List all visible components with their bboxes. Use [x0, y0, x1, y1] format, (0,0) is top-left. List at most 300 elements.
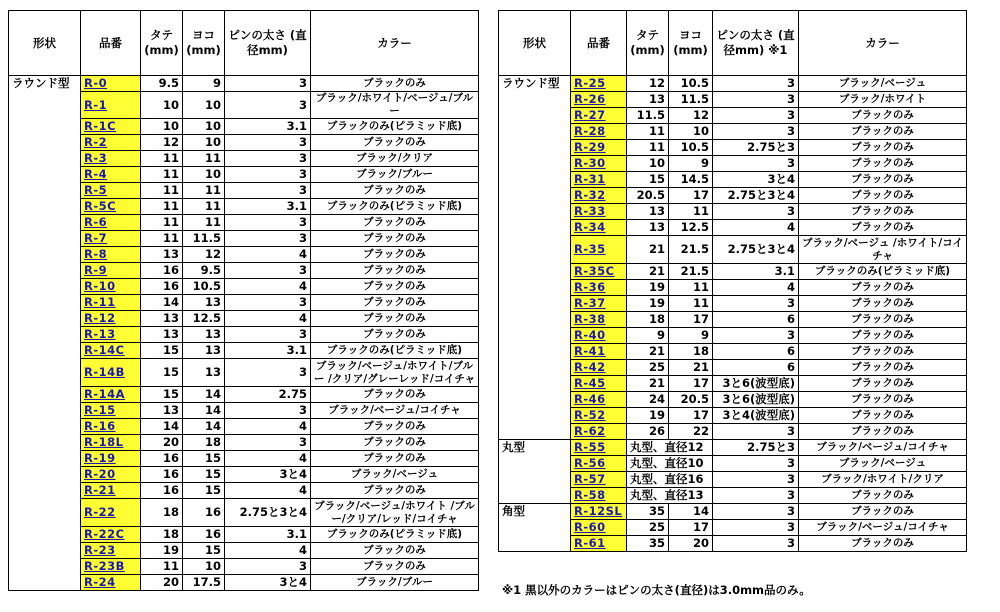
height-cell: 20.5	[627, 188, 669, 204]
height-cell: 21	[627, 376, 669, 392]
table-row	[9, 527, 479, 543]
color-cell: ブラックのみ	[311, 327, 479, 343]
product-code-link[interactable]: R-55	[571, 440, 627, 456]
table-row	[499, 156, 967, 172]
pin-diameter-cell: 3	[225, 231, 311, 247]
width-cell: 11.5	[669, 92, 713, 108]
product-code-link[interactable]: R-58	[571, 488, 627, 504]
width-cell: 10.5	[183, 279, 225, 295]
color-cell: ブラック/ブルー	[311, 167, 479, 183]
shape-cell	[499, 264, 571, 280]
left-header-row	[9, 11, 479, 76]
table-row	[9, 279, 479, 295]
height-cell: 21	[627, 236, 669, 264]
color-cell: ブラック/ベージュ/コイチャ	[311, 403, 479, 419]
product-code-link[interactable]: R-40	[571, 328, 627, 344]
pin-diameter-cell: 3	[225, 359, 311, 387]
height-cell: 11	[141, 231, 183, 247]
shape-cell	[9, 403, 81, 419]
height-cell: 丸型、直径16	[627, 472, 713, 488]
table-row	[9, 359, 479, 387]
product-code-link[interactable]: R-19	[81, 451, 141, 467]
product-code-link[interactable]: R-32	[571, 188, 627, 204]
table-row	[9, 387, 479, 403]
height-cell: 21	[627, 344, 669, 360]
pin-diameter-cell: 3.1	[713, 264, 799, 280]
shape-cell	[9, 559, 81, 575]
table-row	[9, 231, 479, 247]
shape-cell: ラウンド型	[9, 76, 81, 92]
product-code-link[interactable]: R-21	[81, 483, 141, 499]
color-cell: ブラック/ベージュ /ホワイト/コイチャ	[799, 236, 967, 264]
product-code-link[interactable]: R-6	[81, 215, 141, 231]
product-code-link[interactable]: R-12	[81, 311, 141, 327]
shape-cell	[499, 172, 571, 188]
product-code-link[interactable]: R-12SL	[571, 504, 627, 520]
product-code-link[interactable]: R-0	[81, 76, 141, 92]
width-cell: 17	[669, 188, 713, 204]
product-code-link[interactable]: R-20	[81, 467, 141, 483]
table-row	[499, 376, 967, 392]
shape-cell	[499, 488, 571, 504]
table-row	[9, 92, 479, 119]
shape-cell	[499, 188, 571, 204]
shape-cell	[9, 183, 81, 199]
height-cell: 9.5	[141, 76, 183, 92]
header-height: タテ (mm)	[627, 11, 669, 76]
width-cell: 12	[183, 247, 225, 263]
height-cell: 丸型、直径10	[627, 456, 713, 472]
product-code-link[interactable]: R-60	[571, 520, 627, 536]
color-cell: ブラック/ベージュ/コイチャ	[799, 520, 967, 536]
pin-diameter-cell: 2.75と3と4	[713, 188, 799, 204]
color-cell: ブラックのみ	[311, 451, 479, 467]
pin-diameter-cell: 3	[225, 92, 311, 119]
shape-cell	[499, 92, 571, 108]
height-cell: 26	[627, 424, 669, 440]
width-cell: 17	[669, 312, 713, 328]
shape-cell	[9, 527, 81, 543]
pin-diameter-cell: 3.1	[225, 199, 311, 215]
shape-cell	[499, 296, 571, 312]
pin-diameter-cell: 4	[225, 419, 311, 435]
product-code-link[interactable]: R-14A	[81, 387, 141, 403]
shape-cell	[9, 575, 81, 591]
product-code-link[interactable]: R-62	[571, 424, 627, 440]
pin-diameter-cell: 3	[713, 92, 799, 108]
product-code-link[interactable]: R-38	[571, 312, 627, 328]
table-row	[499, 312, 967, 328]
product-code-link[interactable]: R-7	[81, 231, 141, 247]
height-cell: 19	[627, 280, 669, 296]
table-row	[499, 504, 967, 520]
product-code-link[interactable]: R-57	[571, 472, 627, 488]
pin-diameter-cell: 3	[225, 167, 311, 183]
color-cell: ブラックのみ(ピラミッド底)	[799, 264, 967, 280]
color-cell: ブラックのみ	[311, 311, 479, 327]
product-code-link[interactable]: R-23	[81, 543, 141, 559]
width-cell: 9.5	[183, 263, 225, 279]
pin-diameter-cell: 3	[225, 215, 311, 231]
shape-cell	[499, 392, 571, 408]
width-cell: 11	[669, 280, 713, 296]
product-code-link[interactable]: R-45	[571, 376, 627, 392]
shape-cell	[9, 327, 81, 343]
shape-cell	[9, 543, 81, 559]
shape-cell	[499, 312, 571, 328]
width-cell: 13	[183, 359, 225, 387]
table-row	[9, 327, 479, 343]
shape-cell	[499, 204, 571, 220]
height-cell: 13	[627, 92, 669, 108]
height-cell: 10	[141, 119, 183, 135]
color-cell: ブラックのみ	[799, 296, 967, 312]
right-header-row	[499, 11, 967, 76]
table-row	[499, 392, 967, 408]
color-cell: ブラックのみ	[799, 360, 967, 376]
height-cell: 11.5	[627, 108, 669, 124]
color-cell: ブラックのみ	[799, 408, 967, 424]
height-cell: 15	[141, 343, 183, 359]
color-cell: ブラックのみ	[799, 124, 967, 140]
width-cell: 10	[183, 119, 225, 135]
shape-cell	[499, 472, 571, 488]
footnote: ※1 黒以外のカラーはピンの太さ(直径)は3.0mm品のみ。	[502, 583, 811, 597]
color-cell: ブラック/ホワイト/ベージュ/ブルー	[311, 92, 479, 119]
product-code-link[interactable]: R-5C	[81, 199, 141, 215]
color-cell: ブラックのみ	[799, 312, 967, 328]
width-cell: 10	[183, 92, 225, 119]
height-cell: 13	[141, 247, 183, 263]
shape-cell	[499, 520, 571, 536]
height-cell: 20	[141, 435, 183, 451]
product-code-link[interactable]: R-25	[571, 76, 627, 92]
color-cell: ブラックのみ	[311, 135, 479, 151]
height-cell: 丸型、直径13	[627, 488, 713, 504]
header-shape: 形状	[9, 11, 81, 76]
table-row	[9, 183, 479, 199]
pin-diameter-cell: 6	[713, 360, 799, 376]
height-cell: 15	[141, 359, 183, 387]
width-cell: 17	[669, 408, 713, 424]
height-cell: 15	[141, 387, 183, 403]
shape-cell	[9, 119, 81, 135]
pin-diameter-cell: 4	[225, 279, 311, 295]
pin-diameter-cell: 3	[713, 472, 799, 488]
shape-cell	[9, 151, 81, 167]
product-code-link[interactable]: R-13	[81, 327, 141, 343]
shape-cell	[499, 424, 571, 440]
color-cell: ブラックのみ	[799, 280, 967, 296]
width-cell: 21.5	[669, 264, 713, 280]
table-row	[499, 424, 967, 440]
product-code-link[interactable]: R-16	[81, 419, 141, 435]
product-code-link[interactable]: R-52	[571, 408, 627, 424]
product-code-link[interactable]: R-9	[81, 263, 141, 279]
height-cell: 16	[141, 483, 183, 499]
color-cell: ブラックのみ	[799, 392, 967, 408]
color-cell: ブラックのみ	[799, 140, 967, 156]
width-cell: 15	[183, 467, 225, 483]
height-cell: 13	[141, 327, 183, 343]
product-code-link[interactable]: R-33	[571, 204, 627, 220]
product-code-link[interactable]: R-56	[571, 456, 627, 472]
table-row	[9, 451, 479, 467]
shape-cell: ラウンド型	[499, 76, 571, 92]
table-row	[499, 408, 967, 424]
header-color: カラー	[311, 11, 479, 76]
header-code: 品番	[571, 11, 627, 76]
product-code-link[interactable]: R-14C	[81, 343, 141, 359]
color-cell: ブラックのみ	[799, 376, 967, 392]
table-row	[499, 536, 967, 552]
color-cell: ブラックのみ	[311, 419, 479, 435]
product-code-link[interactable]: R-26	[571, 92, 627, 108]
table-row	[499, 124, 967, 140]
shape-cell	[9, 263, 81, 279]
color-cell: ブラックのみ	[799, 344, 967, 360]
width-cell: 20.5	[669, 392, 713, 408]
shape-cell	[499, 344, 571, 360]
table-row	[499, 472, 967, 488]
product-code-link[interactable]: R-35	[571, 236, 627, 264]
shape-cell	[499, 220, 571, 236]
pin-diameter-cell: 3.1	[225, 119, 311, 135]
header-height: タテ (mm)	[141, 11, 183, 76]
height-cell: 19	[627, 408, 669, 424]
height-cell: 11	[141, 151, 183, 167]
table-row	[499, 92, 967, 108]
product-code-link[interactable]: R-27	[571, 108, 627, 124]
table-row	[499, 456, 967, 472]
shape-cell	[499, 360, 571, 376]
width-cell: 10	[183, 135, 225, 151]
pin-diameter-cell: 3	[225, 135, 311, 151]
color-cell: ブラックのみ(ピラミッド底)	[311, 119, 479, 135]
shape-cell	[9, 451, 81, 467]
table-row	[9, 499, 479, 527]
pin-diameter-cell: 6	[713, 312, 799, 328]
header-width: ヨコ (mm)	[669, 11, 713, 76]
pin-diameter-cell: 3.1	[225, 527, 311, 543]
width-cell: 14	[183, 419, 225, 435]
product-code-link[interactable]: R-34	[571, 220, 627, 236]
product-code-link[interactable]: R-15	[81, 403, 141, 419]
width-cell: 17	[669, 520, 713, 536]
width-cell: 9	[669, 156, 713, 172]
product-code-link[interactable]: R-24	[81, 575, 141, 591]
height-cell: 21	[627, 264, 669, 280]
product-code-link[interactable]: R-23B	[81, 559, 141, 575]
width-cell: 11	[669, 204, 713, 220]
shape-cell	[9, 359, 81, 387]
table-row	[499, 140, 967, 156]
pin-diameter-cell: 4	[225, 543, 311, 559]
color-cell: ブラック/ベージュ/ホワイト/ブルー /クリア/グレーレッド/コイチャ	[311, 359, 479, 387]
pin-diameter-cell: 4	[225, 247, 311, 263]
width-cell: 10	[183, 167, 225, 183]
shape-cell	[9, 435, 81, 451]
pin-diameter-cell: 2.75と3と4	[225, 499, 311, 527]
shape-cell	[9, 247, 81, 263]
product-code-link[interactable]: R-18L	[81, 435, 141, 451]
header-code: 品番	[81, 11, 141, 76]
pin-diameter-cell: 3	[225, 263, 311, 279]
color-cell: ブラックのみ	[311, 559, 479, 575]
color-cell: ブラックのみ	[311, 435, 479, 451]
pin-diameter-cell: 3と4	[225, 575, 311, 591]
table-row	[9, 403, 479, 419]
table-row	[499, 264, 967, 280]
color-cell: ブラックのみ(ピラミッド底)	[311, 527, 479, 543]
pin-diameter-cell: 3	[225, 435, 311, 451]
product-code-link[interactable]: R-28	[571, 124, 627, 140]
table-row	[499, 76, 967, 92]
color-cell: ブラックのみ	[311, 247, 479, 263]
color-cell: ブラック/ベージュ/コイチャ	[799, 440, 967, 456]
pin-diameter-cell: 3	[225, 403, 311, 419]
table-row	[499, 440, 967, 456]
height-cell: 11	[141, 215, 183, 231]
table-row	[499, 188, 967, 204]
height-cell: 15	[627, 172, 669, 188]
product-code-link[interactable]: R-1	[81, 92, 141, 119]
width-cell: 12	[669, 108, 713, 124]
pin-diameter-cell: 3	[225, 183, 311, 199]
height-cell: 18	[141, 527, 183, 543]
pin-diameter-cell: 2.75と3と4	[713, 236, 799, 264]
header-pin: ピンの太さ (直径mm) ※1	[713, 11, 799, 76]
width-cell: 12.5	[183, 311, 225, 327]
pin-diameter-cell: 3	[713, 76, 799, 92]
product-code-link[interactable]: R-42	[571, 360, 627, 376]
height-cell: 25	[627, 520, 669, 536]
table-row	[9, 543, 479, 559]
color-cell: ブラックのみ	[311, 483, 479, 499]
pin-diameter-cell: 3	[225, 327, 311, 343]
color-cell: ブラックのみ	[799, 536, 967, 552]
width-cell: 15	[183, 451, 225, 467]
color-cell: ブラック/ホワイト	[799, 92, 967, 108]
width-cell: 21.5	[669, 236, 713, 264]
header-shape: 形状	[499, 11, 571, 76]
color-cell: ブラックのみ	[311, 543, 479, 559]
color-cell: ブラックのみ	[311, 231, 479, 247]
width-cell: 10	[669, 124, 713, 140]
product-code-link[interactable]: R-14B	[81, 359, 141, 387]
shape-cell	[499, 156, 571, 172]
width-cell: 11	[183, 199, 225, 215]
color-cell: ブラックのみ	[311, 279, 479, 295]
product-code-link[interactable]: R-5	[81, 183, 141, 199]
width-cell: 14	[669, 504, 713, 520]
color-cell: ブラック/ベージュ	[311, 467, 479, 483]
height-cell: 11	[141, 559, 183, 575]
pin-diameter-cell: 3	[713, 536, 799, 552]
product-code-link[interactable]: R-10	[81, 279, 141, 295]
color-cell: ブラックのみ	[799, 504, 967, 520]
color-cell: ブラックのみ	[799, 328, 967, 344]
pin-diameter-cell: 2.75	[225, 387, 311, 403]
color-cell: ブラックのみ	[311, 76, 479, 92]
pin-diameter-cell: 3	[713, 520, 799, 536]
product-code-link[interactable]: R-35C	[571, 264, 627, 280]
product-code-link[interactable]: R-22C	[81, 527, 141, 543]
product-code-link[interactable]: R-3	[81, 151, 141, 167]
width-cell: 20	[669, 536, 713, 552]
table-row	[9, 135, 479, 151]
product-code-link[interactable]: R-22	[81, 499, 141, 527]
product-code-link[interactable]: R-37	[571, 296, 627, 312]
color-cell: ブラック/クリア	[311, 151, 479, 167]
pin-diameter-cell: 3	[225, 295, 311, 311]
width-cell: 12.5	[669, 220, 713, 236]
color-cell: ブラックのみ	[311, 183, 479, 199]
color-cell: ブラックのみ	[799, 156, 967, 172]
width-cell: 22	[669, 424, 713, 440]
shape-cell	[9, 279, 81, 295]
product-code-link[interactable]: R-61	[571, 536, 627, 552]
product-code-link[interactable]: R-8	[81, 247, 141, 263]
table-row	[9, 575, 479, 591]
width-cell: 10	[183, 559, 225, 575]
color-cell: ブラック/ベージュ	[799, 76, 967, 92]
table-row	[9, 215, 479, 231]
width-cell: 16	[183, 499, 225, 527]
product-code-link[interactable]: R-41	[571, 344, 627, 360]
product-code-link[interactable]: R-4	[81, 167, 141, 183]
height-cell: 35	[627, 504, 669, 520]
shape-cell	[9, 483, 81, 499]
table-row	[9, 167, 479, 183]
height-cell: 12	[627, 76, 669, 92]
height-cell: 13	[627, 220, 669, 236]
product-code-link[interactable]: R-11	[81, 295, 141, 311]
shape-cell: 角型	[499, 504, 571, 520]
shape-cell	[9, 167, 81, 183]
width-cell: 10.5	[669, 76, 713, 92]
table-row	[499, 204, 967, 220]
pin-diameter-cell: 4	[225, 451, 311, 467]
height-cell: 10	[627, 156, 669, 172]
product-code-link[interactable]: R-31	[571, 172, 627, 188]
height-cell: 16	[141, 279, 183, 295]
product-code-link[interactable]: R-30	[571, 156, 627, 172]
product-code-link[interactable]: R-36	[571, 280, 627, 296]
table-row	[499, 172, 967, 188]
color-cell: ブラックのみ(ピラミッド底)	[311, 199, 479, 215]
pin-diameter-cell: 4	[225, 483, 311, 499]
shape-cell	[9, 343, 81, 359]
product-code-link[interactable]: R-46	[571, 392, 627, 408]
width-cell: 11	[669, 296, 713, 312]
product-code-link[interactable]: R-29	[571, 140, 627, 156]
pin-diameter-cell: 4	[713, 220, 799, 236]
height-cell: 14	[141, 295, 183, 311]
right-product-table	[498, 10, 967, 552]
height-cell: 16	[141, 451, 183, 467]
pin-diameter-cell: 3	[713, 108, 799, 124]
pin-diameter-cell: 4	[713, 280, 799, 296]
left-product-table	[8, 10, 479, 591]
product-code-link[interactable]: R-2	[81, 135, 141, 151]
product-code-link[interactable]: R-1C	[81, 119, 141, 135]
width-cell: 13	[183, 327, 225, 343]
table-row	[9, 76, 479, 92]
color-cell: ブラックのみ	[799, 220, 967, 236]
width-cell: 9	[669, 328, 713, 344]
shape-cell	[9, 92, 81, 119]
